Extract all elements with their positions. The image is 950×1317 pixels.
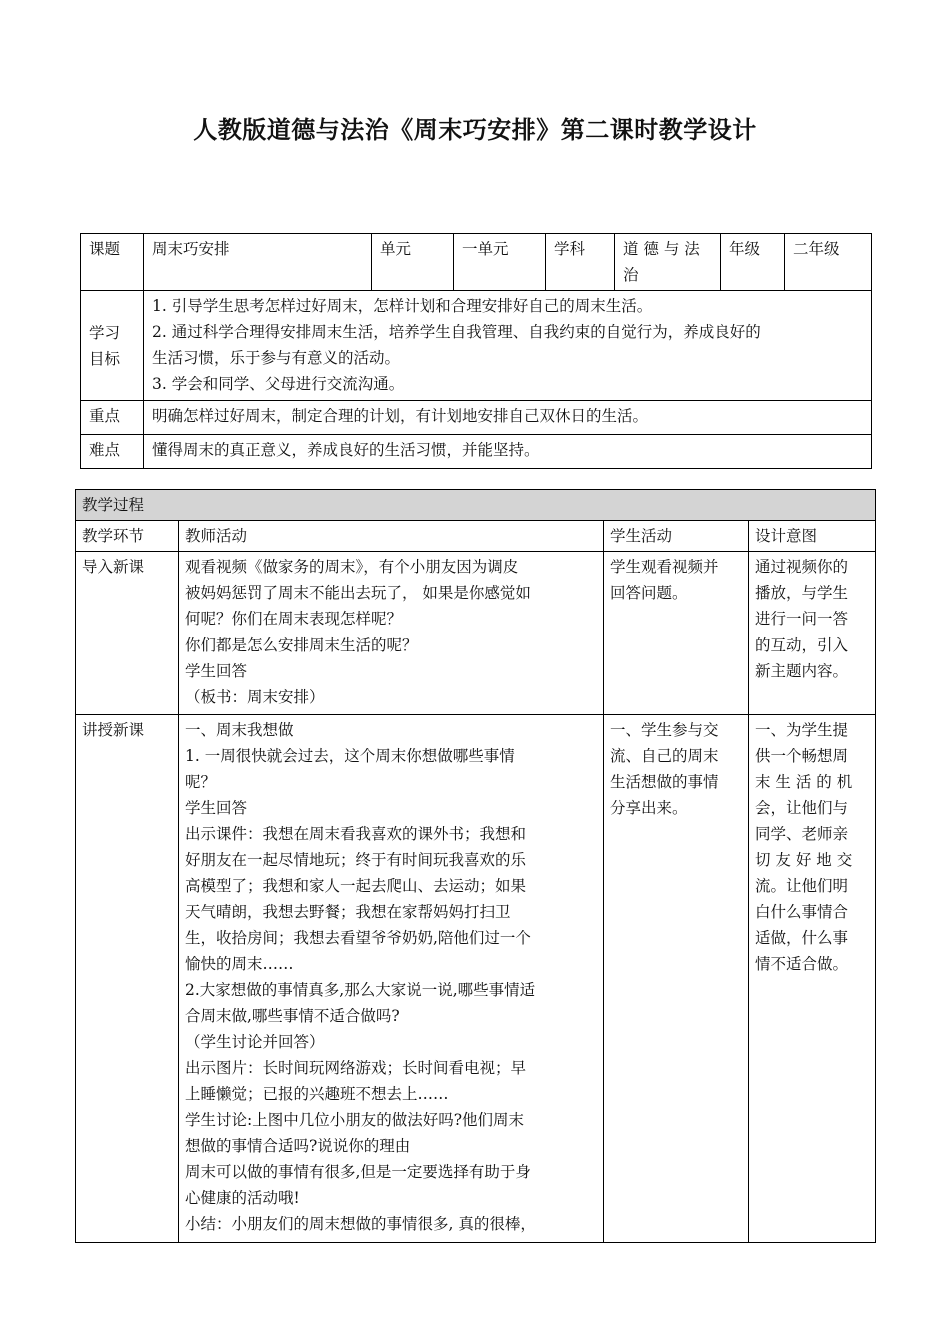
teaching-process-table — [75, 489, 876, 1243]
text-line: 同学、老师亲 — [755, 825, 849, 843]
subject-value-line: 治 — [623, 266, 639, 284]
unit-label: 单元 — [372, 234, 454, 291]
text-line: 流。让他们明 — [755, 877, 849, 895]
text-line: 分享出来。 — [610, 799, 688, 817]
text-line: 出示课件：我想在周末看我喜欢的课外书；我想和 — [185, 825, 527, 843]
col-header-student: 学生活动 — [604, 521, 749, 552]
subject-value — [615, 234, 721, 291]
key-label: 重点 — [81, 401, 144, 435]
text-line: 学生回答 — [185, 799, 248, 817]
text-line: 一、周末我想做 — [185, 721, 294, 739]
key-value: 明确怎样过好周末，制定合理的计划，有计划地安排自己双休日的生活。 — [144, 401, 872, 435]
goals-label-line: 学习 — [89, 323, 121, 342]
text-line: 切 友 好 地 交 — [755, 851, 853, 869]
stage-intro: 导入新课 — [76, 552, 179, 715]
text-line: 进行一问一答 — [755, 610, 849, 628]
text-line: 回答问题。 — [610, 584, 688, 602]
col-header-intent: 设计意图 — [749, 521, 876, 552]
text-line: （学生讨论并回答） — [185, 1033, 325, 1051]
text-line: 生，收拾房间；我想去看望爷爷奶奶,陪他们过一个 — [185, 929, 531, 947]
text-line: 一、学生参与交 — [610, 721, 719, 739]
text-line: 通过视频你的 — [755, 558, 849, 576]
text-line: 天气晴朗，我想去野餐；我想在家帮妈妈打扫卫 — [185, 903, 511, 921]
text-line: 你们都是怎么安排周末生活的呢？ — [185, 636, 418, 654]
text-line: 心健康的活动哦! — [185, 1189, 300, 1207]
process-heading: 教学过程 — [76, 490, 876, 521]
text-line: 愉快的周末…… — [185, 955, 294, 973]
col-header-stage: 教学环节 — [76, 521, 179, 552]
difficulty-label: 难点 — [81, 435, 144, 469]
student-activity-intro — [604, 552, 749, 715]
text-line: 情不适合做。 — [755, 955, 849, 973]
text-line: 会，让他们与 — [755, 799, 849, 817]
grade-label: 年级 — [721, 234, 785, 291]
text-line: 周末可以做的事情有很多,但是一定要选择有助于身 — [185, 1163, 531, 1181]
text-line: 2.大家想做的事情真多,那么大家说一说,哪些事情适 — [185, 981, 536, 999]
text-line: 的互动，引入 — [755, 636, 849, 654]
goal-line: 生活习惯，乐于参与有意义的活动。 — [152, 349, 401, 367]
text-line: 上睡懒觉；已报的兴趣班不想去上…… — [185, 1085, 449, 1103]
text-line: 学生观看视频并 — [610, 558, 719, 576]
text-line: 观看视频《做家务的周末》，有个小朋友因为调皮 — [185, 558, 519, 576]
goals-cell — [144, 291, 872, 401]
lesson-info-table — [80, 233, 872, 469]
goal-line: 3. 学会和同学、父母进行交流沟通。 — [152, 375, 405, 393]
goal-line: 2. 通过科学合理得安排周末生活，培养学生自我管理、自我约束的自觉行为，养成良好的 — [152, 323, 761, 341]
student-activity-teaching — [604, 715, 749, 1243]
goals-label-line: 目标 — [89, 349, 121, 368]
text-line: 合周末做,哪些事情不适合做吗? — [185, 1007, 400, 1025]
difficulty-value: 懂得周末的真正意义，养成良好的生活习惯，并能坚持。 — [144, 435, 872, 469]
text-line: 播放，与学生 — [755, 584, 849, 602]
design-intent-teaching — [749, 715, 876, 1243]
text-line: 出示图片：长时间玩网络游戏；长时间看电视；早 — [185, 1059, 527, 1077]
text-line: 小结：小朋友们的周末想做的事情很多, 真的很棒， — [185, 1215, 536, 1233]
topic-value: 周末巧安排 — [144, 234, 372, 291]
teacher-activity-intro — [179, 552, 604, 715]
text-line: 学生讨论:上图中几位小朋友的做法好吗?他们周末 — [185, 1111, 525, 1129]
text-line: 想做的事情合适吗?说说你的理由 — [185, 1137, 411, 1155]
unit-value: 一单元 — [454, 234, 546, 291]
text-line: 高模型了；我想和家人一起去爬山、去运动；如果 — [185, 877, 527, 895]
subject-label: 学科 — [546, 234, 615, 291]
text-line: 被妈妈惩罚了周末不能出去玩了， 如果是你感觉如 — [185, 584, 531, 602]
text-line: 白什么事情合 — [755, 903, 849, 921]
text-line: （板书：周末安排） — [185, 688, 325, 706]
page-title: 人教版道德与法治《周末巧安排》第二课时教学设计 — [193, 116, 757, 144]
text-line: 一、为学生提 — [755, 721, 849, 739]
text-line: 生活想做的事情 — [610, 773, 719, 791]
text-line: 学生回答 — [185, 662, 248, 680]
text-line: 末 生 活 的 机 — [755, 773, 853, 791]
text-line: 呢？ — [185, 773, 217, 791]
col-header-teacher: 教师活动 — [179, 521, 604, 552]
text-line: 好朋友在一起尽情地玩；终于有时间玩我喜欢的乐 — [185, 851, 527, 869]
text-line: 新主题内容。 — [755, 662, 849, 680]
goals-label — [81, 291, 144, 401]
goal-line: 1. 引导学生思考怎样过好周末，怎样计划和合理安排好自己的周末生活。 — [152, 297, 653, 315]
design-intent-intro — [749, 552, 876, 715]
grade-value: 二年级 — [785, 234, 872, 291]
text-line: 流、自己的周末 — [610, 747, 719, 765]
text-line: 适做，什么事 — [755, 929, 849, 947]
text-line: 何呢？你们在周末表现怎样呢？ — [185, 610, 403, 628]
subject-value-line: 道 德 与 法 — [623, 240, 700, 258]
topic-label: 课题 — [81, 234, 144, 291]
text-line: 1. 一周很快就会过去，这个周末你想做哪些事情 — [185, 747, 515, 765]
teacher-activity-teaching — [179, 715, 604, 1243]
text-line: 供一个畅想周 — [755, 747, 849, 765]
stage-teaching: 讲授新课 — [76, 715, 179, 1243]
